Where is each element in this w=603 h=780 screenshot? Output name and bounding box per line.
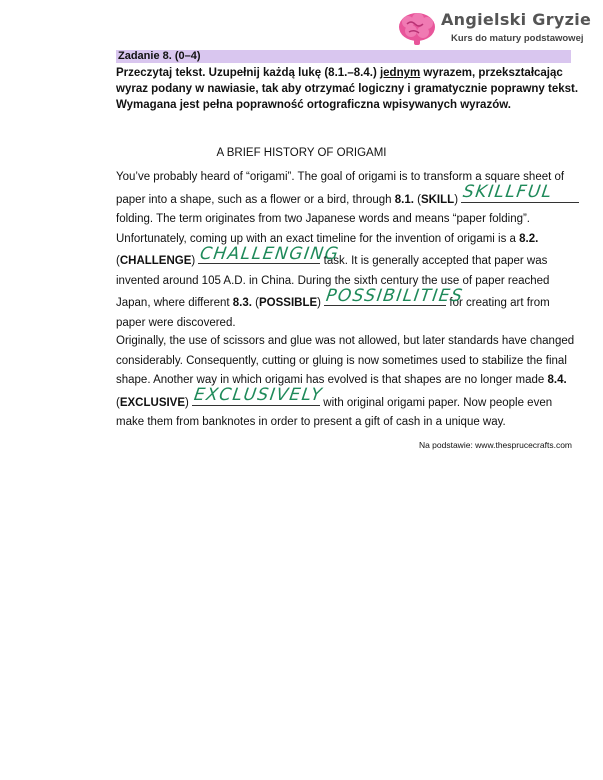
gap-number: 8.4. bbox=[547, 374, 567, 386]
instruction-part-a: Przeczytaj tekst. Uzupełnij każdą lukę (8.1.–8.4.) bbox=[116, 67, 380, 79]
gap-keyword: CHALLENGE bbox=[119, 255, 192, 267]
handwritten-answer: SKILLFUL bbox=[461, 182, 555, 202]
text-segment: for creating art from paper were discovered. bbox=[116, 297, 550, 329]
brand-logo bbox=[395, 8, 595, 52]
text-segment: with original origami paper. Now people even make them from banknotes in order to present a gift of cash in a unique way. bbox=[116, 396, 553, 428]
task-instruction bbox=[116, 65, 591, 113]
gap-8-2-field[interactable] bbox=[198, 243, 342, 264]
gap-number: 8.1. bbox=[394, 193, 414, 206]
instruction-part-b: wyrazem, przekształcając wyraz podany w nawiasie, tak aby otrzymać logiczny i gramatycznie poprawny tekst. Wymagana jest pełna poprawność ortograficzna wpisywanych wyrazów. bbox=[116, 67, 579, 111]
brand-subtitle: Kurs do matury podstawowej bbox=[451, 33, 584, 44]
handwritten-answer: CHALLENGING bbox=[199, 243, 342, 264]
handwritten-answer: POSSIBILITIES bbox=[324, 285, 465, 306]
instruction-underlined: jednym bbox=[379, 67, 421, 79]
gap-8-1-field[interactable] bbox=[461, 182, 579, 203]
brain-icon bbox=[397, 10, 437, 46]
task-title: Zadanie 8. (0–4) bbox=[118, 50, 201, 62]
paragraph-1: You’ve probably heard of “origami”. The goal of origami is to transform a square sheet of paper into a shape, such as a flower or a bird, through 8.1. (SKILL) SKILLFUL folding. The term originates from two Japanese words and means “paper folding”. Unfortunately, coming up with an exact timeline for the invention of origami is a 8.2. (CHALLENGE) CHALLENGING task. It is generally accepted that paper was invented around 105 A.D. in China. During the sixth century the use of paper reached Japan, where different 8.3. (POSSIBLE) POSSIBILITIES for creating art from paper were discovered. bbox=[116, 168, 581, 333]
gap-number: 8.3. bbox=[232, 297, 252, 309]
text-segment: You’ve probably heard of “origami”. The goal of origami is to transform a square sheet of paper into a shape, such as a flower or a bird, through bbox=[116, 171, 565, 206]
source-note: Na podstawie: www.thesprucecrafts.com bbox=[418, 440, 572, 450]
paragraph-2: Originally, the use of scissors and glue was not allowed, but later standards have changed considerably. Consequently, cutting or gluing is now sometimes used to stabilize the final shape. Another way in which origami has evolved is that shapes are no longer made 8.4. (EXCLUSIVE) EXCLUSIVELY with original origami paper. Now people even make them from banknotes in order to present a gift of cash in a unique way. bbox=[116, 335, 575, 428]
gap-8-4-field[interactable] bbox=[192, 385, 325, 406]
gap-number: 8.2. bbox=[519, 232, 539, 245]
gap-keyword: POSSIBLE bbox=[259, 297, 318, 309]
text-segment: folding. The term originates from two Japanese words and means “paper folding”. Unfortunately, coming up with an exact timeline for the invention of origami is a bbox=[116, 213, 531, 245]
gap-8-3-field[interactable] bbox=[324, 285, 465, 306]
text-segment: task. It is generally accepted that paper was invented around 105 A.D. in China. During the sixth century the use of paper reached Japan, where different bbox=[116, 255, 550, 309]
document-title: A BRIEF HISTORY OF ORIGAMI bbox=[216, 147, 387, 159]
brand-title: Angielski Gryzie bbox=[441, 10, 592, 29]
handwritten-answer: EXCLUSIVELY bbox=[192, 385, 325, 405]
text-segment: Originally, the use of scissors and glue was not allowed, but later standards have changed considerably. Consequently, cutting or gluing is now sometimes used to stabilize the final shape. Another way in which origami has evolved is that shapes are no longer made bbox=[116, 335, 575, 386]
gap-keyword: SKILL bbox=[420, 193, 455, 206]
gap-keyword: EXCLUSIVE bbox=[119, 396, 186, 409]
